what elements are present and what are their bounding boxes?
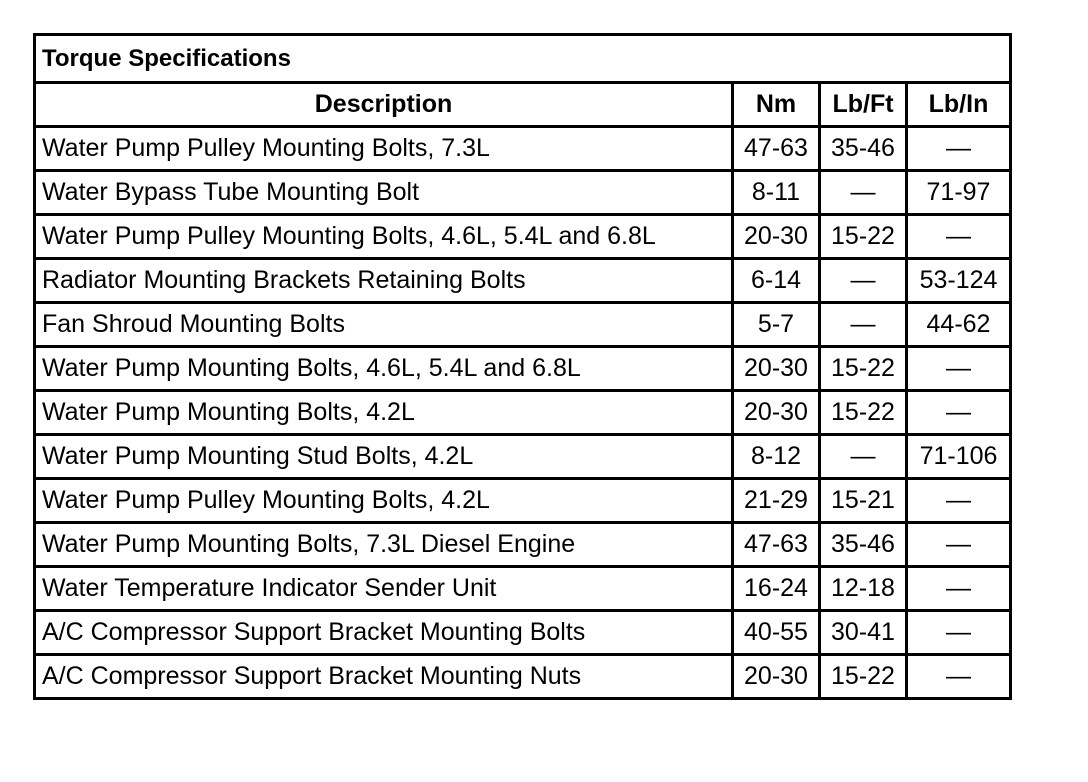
cell-nm: 47-63 [733, 127, 820, 171]
cell-description: Water Bypass Tube Mounting Bolt [35, 171, 733, 215]
cell-lbin: 71-97 [907, 171, 1011, 215]
cell-lbft: 35-46 [820, 523, 907, 567]
cell-lbin: — [907, 215, 1011, 259]
cell-lbft: 15-22 [820, 347, 907, 391]
table-row [35, 347, 1011, 391]
cell-lbin: 44-62 [907, 303, 1011, 347]
cell-lbft: 12-18 [820, 567, 907, 611]
cell-nm: 16-24 [733, 567, 820, 611]
cell-description: Water Pump Pulley Mounting Bolts, 4.6L, 5.4L and 6.8L [35, 215, 733, 259]
cell-lbft: — [820, 303, 907, 347]
cell-description: A/C Compressor Support Bracket Mounting Bolts [35, 611, 733, 655]
cell-nm: 47-63 [733, 523, 820, 567]
header-lbft: Lb/Ft [820, 83, 907, 127]
table-row [35, 303, 1011, 347]
cell-lbin: — [907, 479, 1011, 523]
cell-lbft: 15-22 [820, 391, 907, 435]
torque-spec-table [33, 33, 1012, 700]
cell-lbft: — [820, 435, 907, 479]
cell-lbft: 15-22 [820, 655, 907, 699]
table-row [35, 435, 1011, 479]
cell-nm: 20-30 [733, 655, 820, 699]
cell-description: Water Pump Mounting Bolts, 7.3L Diesel Engine [35, 523, 733, 567]
cell-lbin: — [907, 391, 1011, 435]
cell-lbft: — [820, 171, 907, 215]
table-row [35, 215, 1011, 259]
cell-nm: 40-55 [733, 611, 820, 655]
cell-description: Water Pump Mounting Stud Bolts, 4.2L [35, 435, 733, 479]
cell-lbft: — [820, 259, 907, 303]
cell-nm: 20-30 [733, 347, 820, 391]
cell-lbin: — [907, 347, 1011, 391]
cell-lbft: 15-21 [820, 479, 907, 523]
cell-lbft: 15-22 [820, 215, 907, 259]
cell-description: Fan Shroud Mounting Bolts [35, 303, 733, 347]
table-row [35, 391, 1011, 435]
cell-nm: 20-30 [733, 215, 820, 259]
cell-nm: 5-7 [733, 303, 820, 347]
table-row [35, 127, 1011, 171]
table-title: Torque Specifications [35, 35, 1011, 83]
cell-lbin: — [907, 611, 1011, 655]
cell-lbft: 30-41 [820, 611, 907, 655]
cell-description: Water Pump Mounting Bolts, 4.2L [35, 391, 733, 435]
cell-nm: 8-11 [733, 171, 820, 215]
cell-description: Water Pump Pulley Mounting Bolts, 4.2L [35, 479, 733, 523]
header-description: Description [35, 83, 733, 127]
header-row [35, 83, 1011, 127]
cell-lbin: 53-124 [907, 259, 1011, 303]
cell-description: Water Pump Mounting Bolts, 4.6L, 5.4L and 6.8L [35, 347, 733, 391]
header-nm: Nm [733, 83, 820, 127]
table-row [35, 655, 1011, 699]
cell-description: Radiator Mounting Brackets Retaining Bolts [35, 259, 733, 303]
cell-description: A/C Compressor Support Bracket Mounting Nuts [35, 655, 733, 699]
table-row [35, 171, 1011, 215]
cell-lbin: — [907, 655, 1011, 699]
table-row [35, 567, 1011, 611]
table-row [35, 259, 1011, 303]
table-row [35, 611, 1011, 655]
cell-nm: 20-30 [733, 391, 820, 435]
cell-lbin: 71-106 [907, 435, 1011, 479]
header-lbin: Lb/In [907, 83, 1011, 127]
table-row [35, 479, 1011, 523]
cell-nm: 6-14 [733, 259, 820, 303]
cell-description: Water Temperature Indicator Sender Unit [35, 567, 733, 611]
cell-lbin: — [907, 523, 1011, 567]
title-row [35, 35, 1011, 83]
cell-nm: 21-29 [733, 479, 820, 523]
cell-lbft: 35-46 [820, 127, 907, 171]
cell-lbin: — [907, 127, 1011, 171]
cell-nm: 8-12 [733, 435, 820, 479]
table-row [35, 523, 1011, 567]
cell-lbin: — [907, 567, 1011, 611]
cell-description: Water Pump Pulley Mounting Bolts, 7.3L [35, 127, 733, 171]
